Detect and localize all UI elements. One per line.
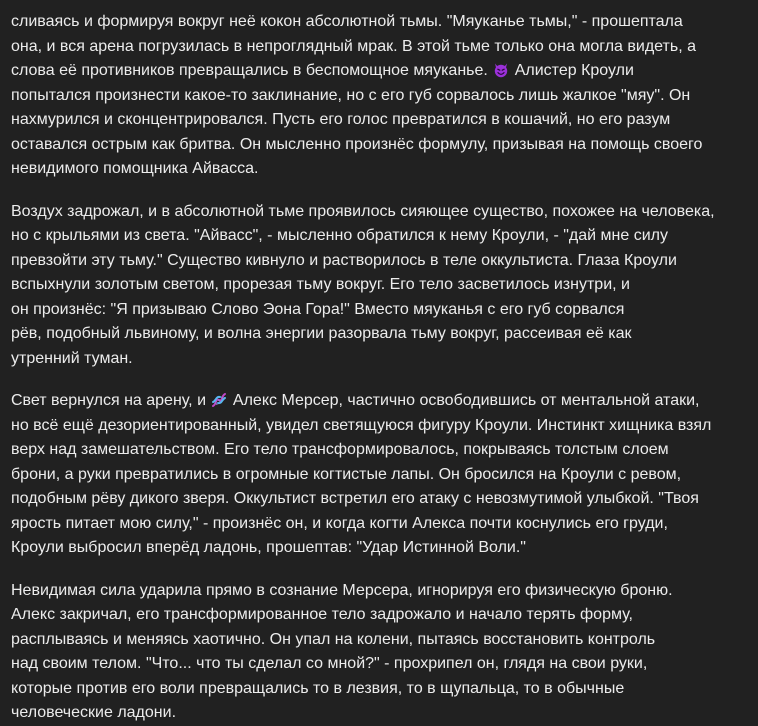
text-line: невидимого помощника Айвасса.: [11, 160, 259, 177]
text-line: брони, а руки превратились в огромные когтистые лапы. Он бросился на Кроули с ревом,: [11, 465, 682, 483]
paragraph-4: [11, 579, 751, 726]
text-line: которые против его воли превращались то в лезвия, то в щупальца, то в обычные: [11, 679, 625, 697]
text-line: ярость питает мою силу," - произнёс он, и когда когти Алекса почти коснулись его груди,: [11, 514, 668, 532]
text-line: верх над замешательством. Его тело трансформировалось, покрываясь толстым слоем: [11, 441, 669, 458]
text-line: расплываясь и меняясь хаотично. Он упал на колени, пытаясь восстановить контроль: [11, 630, 656, 648]
text-line: подобным рёву дикого зверя. Оккультист встретил его атаку с невозмутимой улыбкой. "Твоя: [11, 490, 699, 507]
text-segment: Свет вернулся на арену, и: [11, 392, 206, 409]
text-line: рёв, подобный львиному, и волна энергии разорвала тьму вокруг, рассеивая её как: [11, 325, 632, 342]
text-segment: Алистер Кроули: [514, 62, 634, 79]
text-line: вспыхнули золотым светом, прорезая тьму вокруг. Его тело засветилось изнутри, и: [11, 276, 630, 293]
text-line: человеческие ладони.: [11, 704, 177, 721]
text-line: над своим телом. "Что... что ты сделал со мной?" - прохрипел он, глядя на свои руки,: [11, 655, 648, 672]
text-line: сливаясь и формируя вокруг неё кокон абсолютной тьмы. "Мяуканье тьмы," - прошептала: [11, 13, 683, 30]
text-line: [11, 59, 751, 84]
text-line: но с крыльями из света. "Айвасс", - мысленно обратился к нему Кроули, - "дай мне силу: [11, 227, 668, 244]
text-line: Невидимая сила ударила прямо в сознание Мерсера, игнорируя его физическую броню.: [11, 581, 673, 599]
paragraph-3: [11, 389, 751, 561]
text-line: она, и вся арена погрузилась в непроглядный мрак. В этой тьме только она могла видеть, а: [11, 37, 696, 55]
text-line: Воздух задрожал, и в абсолютной тьме проявилось сияющее существо, похожее на человека,: [11, 202, 715, 220]
text-line: Кроули выбросил вперёд ладонь, прошептав: "Удар Истинной Воли.": [11, 539, 526, 556]
text-line: Алекс закричал, его трансформированное тело задрожало и начало терять форму,: [11, 606, 633, 623]
text-line: утренний туман.: [11, 349, 133, 367]
text-line: он произнёс: "Я призываю Слово Эона Гора!" Вместо мяуканья с его губ сорвался: [11, 300, 625, 318]
story-text: [11, 10, 751, 726]
paragraph-2: [11, 200, 751, 372]
text-line: попытался произнести какое-то заклинание, но с его губ сорвалось лишь жалкое "мяу". Он: [11, 86, 691, 104]
paragraph-1: [11, 10, 751, 182]
dna-icon: [211, 392, 227, 408]
text-line: оставался острым как бритва. Он мысленно произнёс формулу, призывая на помощь своего: [11, 135, 703, 153]
text-line: но всё ещё дезориентированный, увидел светящуюся фигуру Кроули. Инстинкт хищника взял: [11, 416, 712, 434]
text-line: [11, 389, 751, 414]
text-segment: слова её противников превращались в беспомощное мяуканье.: [11, 62, 488, 79]
smiling-imp-icon: [493, 62, 509, 78]
text-line: нахмурился и сконцентрировался. Пусть его голос превратился в кошачий, но его разум: [11, 111, 671, 128]
text-segment: Алекс Мерсер, частично освободившись от ментальной атаки,: [232, 392, 700, 409]
text-line: превзойти эту тьму." Существо кивнуло и растворилось в теле оккультиста. Глаза Кроули: [11, 251, 677, 269]
